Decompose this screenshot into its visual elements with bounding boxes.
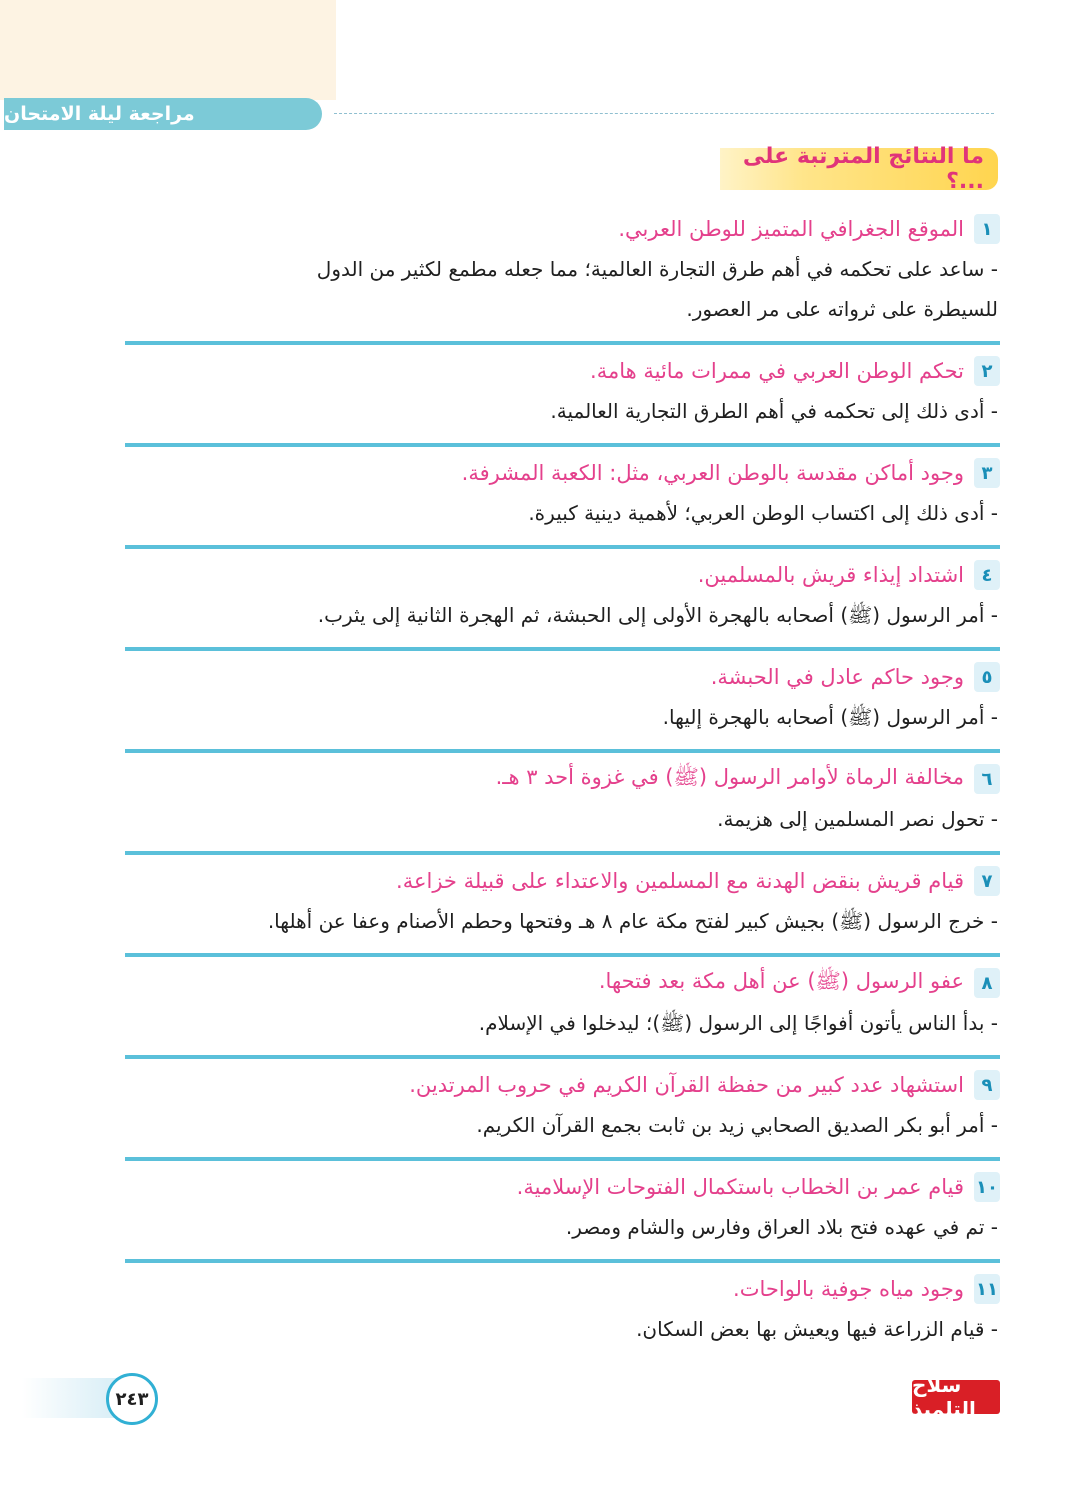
item-number-badge: ١١ [974,1274,1000,1304]
item-question: وجود مياه جوفية بالواحات. [733,1277,964,1301]
qa-item [125,957,1000,1059]
qa-item [125,345,1000,447]
item-question: اشتداد إيذاء قريش بالمسلمين. [697,563,964,587]
qa-item [125,549,1000,651]
item-answer: - ساعد على تحكمه في أهم طرق التجارة العالمية؛ مما جعله مطمع لكثير من الدول للسيطرة على ثرواته على مر العصور. [316,257,998,321]
section-heading [720,144,998,194]
item-answer: - أدى ذلك إلى تحكمه في أهم الطرق التجارية العالمية. [550,399,998,423]
item-answer: - أمر الرسول (ﷺ) أصحابه بالهجرة إليها. [662,705,998,729]
item-question: تحكم الوطن العربي في ممرات مائية هامة. [590,359,964,383]
header-divider [334,113,994,114]
item-answer: - أدى ذلك إلى اكتساب الوطن العربي؛ لأهمية دينية كبيرة. [528,501,998,525]
item-question: وجود حاكم عادل في الحبشة. [710,665,964,689]
section-heading-text: ما النتائج المترتبة على ...؟ [742,144,984,194]
item-number-badge: ١ [974,214,1000,244]
item-number-badge: ٥ [974,662,1000,692]
item-answer: - تحول نصر المسلمين إلى هزيمة. [717,807,998,831]
item-question: استشهاد عدد كبير من حفظة القرآن الكريم في حروب المرتدين. [409,1073,964,1097]
item-question: عفو الرسول (ﷺ) عن أهل مكة بعد فتحها. [598,968,964,993]
item-number-badge: ٤ [974,560,1000,590]
item-answer: - أمر الرسول (ﷺ) أصحابه بالهجرة الأولى إلى الحبشة، ثم الهجرة الثانية إلى يثرب. [317,603,998,627]
item-answer: - خرج الرسول (ﷺ) بجيش كبير لفتح مكة عام ٨ هـ وفتحها وحطم الأصنام وعفا عن أهلها. [267,909,998,933]
item-number-badge: ٢ [974,356,1000,386]
chapter-header [4,98,322,130]
item-number-badge: ١٠ [974,1172,1000,1202]
qa-item [125,1161,1000,1263]
item-answer: - قيام الزراعة فيها ويعيش بها بعض السكان. [636,1317,998,1341]
item-question: وجود أماكن مقدسة بالوطن العربي، مثل: الكعبة المشرفة. [461,461,964,485]
qa-item [125,855,1000,957]
item-number-badge: ٣ [974,458,1000,488]
qa-list [125,203,1000,1361]
qa-item [125,203,1000,345]
qa-item [125,447,1000,549]
corner-decoration [0,0,336,100]
item-question: مخالفة الرماة لأوامر الرسول (ﷺ) في غزوة أحد ٣ هـ. [495,764,964,789]
brand-logo-text: سلاح التلميذ [912,1373,976,1421]
chapter-header-title: مراجعة ليلة الامتحان [4,103,195,125]
page-number-text: ٢٤٣ [115,1388,149,1410]
qa-item [125,753,1000,855]
item-answer: - أمر أبو بكر الصديق الصحابي زيد بن ثابت بجمع القرآن الكريم. [476,1113,998,1137]
item-number-badge: ٦ [974,764,1000,794]
item-question: قيام عمر بن الخطاب باستكمال الفتوحات الإسلامية. [516,1175,964,1199]
item-number-badge: ٧ [974,866,1000,896]
brand-logo [912,1373,1000,1421]
qa-item [125,1059,1000,1161]
item-number-badge: ٨ [974,968,1000,998]
item-answer: - بدأ الناس يأتون أفواجًا إلى الرسول (ﷺ)؛ ليدخلوا في الإسلام. [478,1011,998,1035]
qa-item [125,651,1000,753]
item-question: الموقع الجغرافي المتميز للوطن العربي. [618,217,964,241]
qa-item [125,1263,1000,1361]
page-number [106,1373,158,1425]
item-question: قيام قريش بنقض الهدنة مع المسلمين والاعتداء على قبيلة خزاعة. [396,869,964,893]
item-number-badge: ٩ [974,1070,1000,1100]
item-answer: - تم في عهده فتح بلاد العراق وفارس والشام ومصر. [565,1215,998,1239]
